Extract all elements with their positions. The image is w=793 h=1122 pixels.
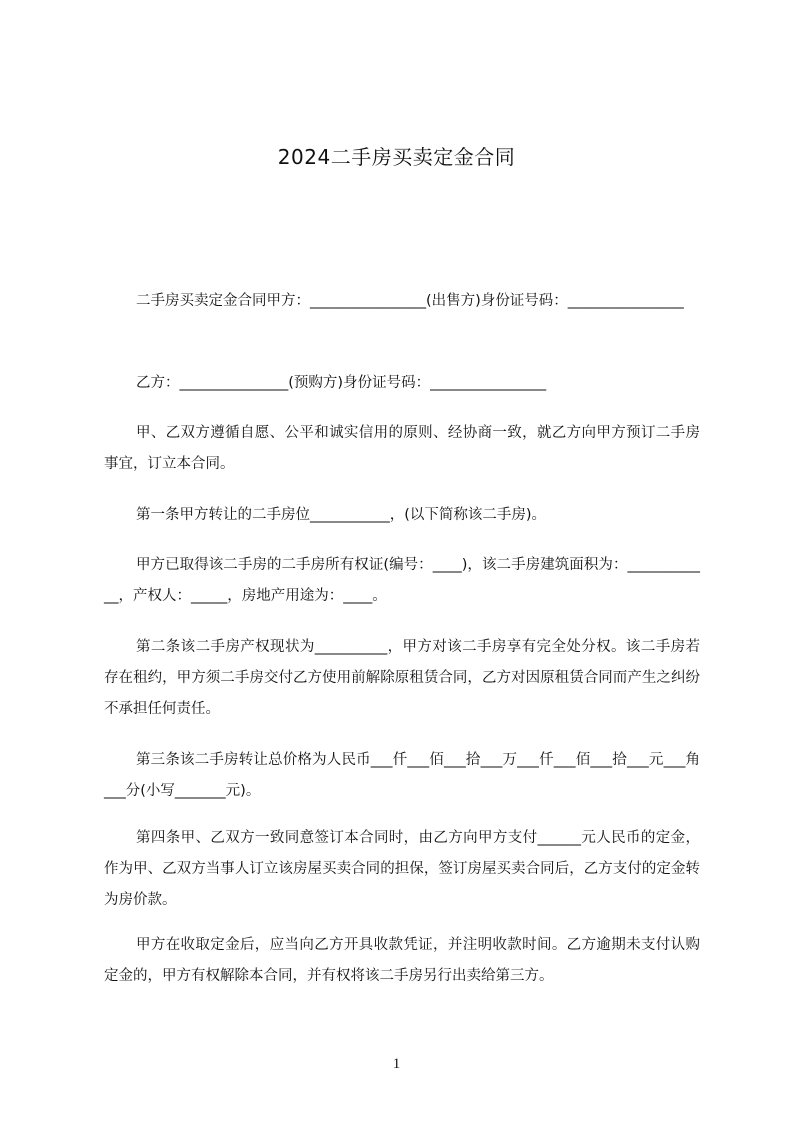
paragraph-article-1: 第一条甲方转让的二手房位___________，(以下简称该二手房)。 <box>136 507 547 523</box>
page-number: 1 <box>392 1056 401 1072</box>
paragraph-deposit-receipt: 甲方在收取定金后，应当向乙方开具收款凭证，并注明收款时间。乙方逾期未支付认购定金的，甲方有权解除本合同，并有权将该二手房另行出卖给第三方。 <box>104 937 700 984</box>
document-title: 2024二手房买卖定金合同 <box>277 145 516 169</box>
paragraph-ownership-certificate: 甲方已取得该二手房的二手房所有权证(编号：____)，该二手房建筑面积为：____________，产权人：_____，房地产用途为：____。 <box>104 557 700 604</box>
paragraph-preamble: 甲、乙双方遵循自愿、公平和诚实信用的原则、经协商一致，就乙方向甲方预订二手房事宜，订立本合同。 <box>104 425 700 472</box>
paragraph-parties-buyer: 乙方：_______________(预购方)身份证号码：________________ <box>136 375 547 391</box>
paragraph-article-3: 第三条该二手房转让总价格为人民币___仟___佰___拾___万___仟___佰___拾___元___角___分(小写_______元)。 <box>104 752 700 799</box>
paragraph-article-2: 第二条该二手房产权现状为__________，甲方对该二手房享有完全处分权。该二手房若存在租约，甲方须二手房交付乙方使用前解除原租赁合同，乙方对因原租赁合同而产生之纠纷不承担任何责任。 <box>104 639 700 717</box>
paragraph-parties-seller: 二手房买卖定金合同甲方：________________(出售方)身份证号码：________________ <box>136 293 684 309</box>
paragraph-article-4: 第四条甲、乙双方一致同意签订本合同时，由乙方向甲方支付______元人民币的定金，作为甲、乙双方当事人订立该房屋买卖合同的担保，签订房屋买卖合同后，乙方支付的定金转为房价款。 <box>104 830 700 908</box>
